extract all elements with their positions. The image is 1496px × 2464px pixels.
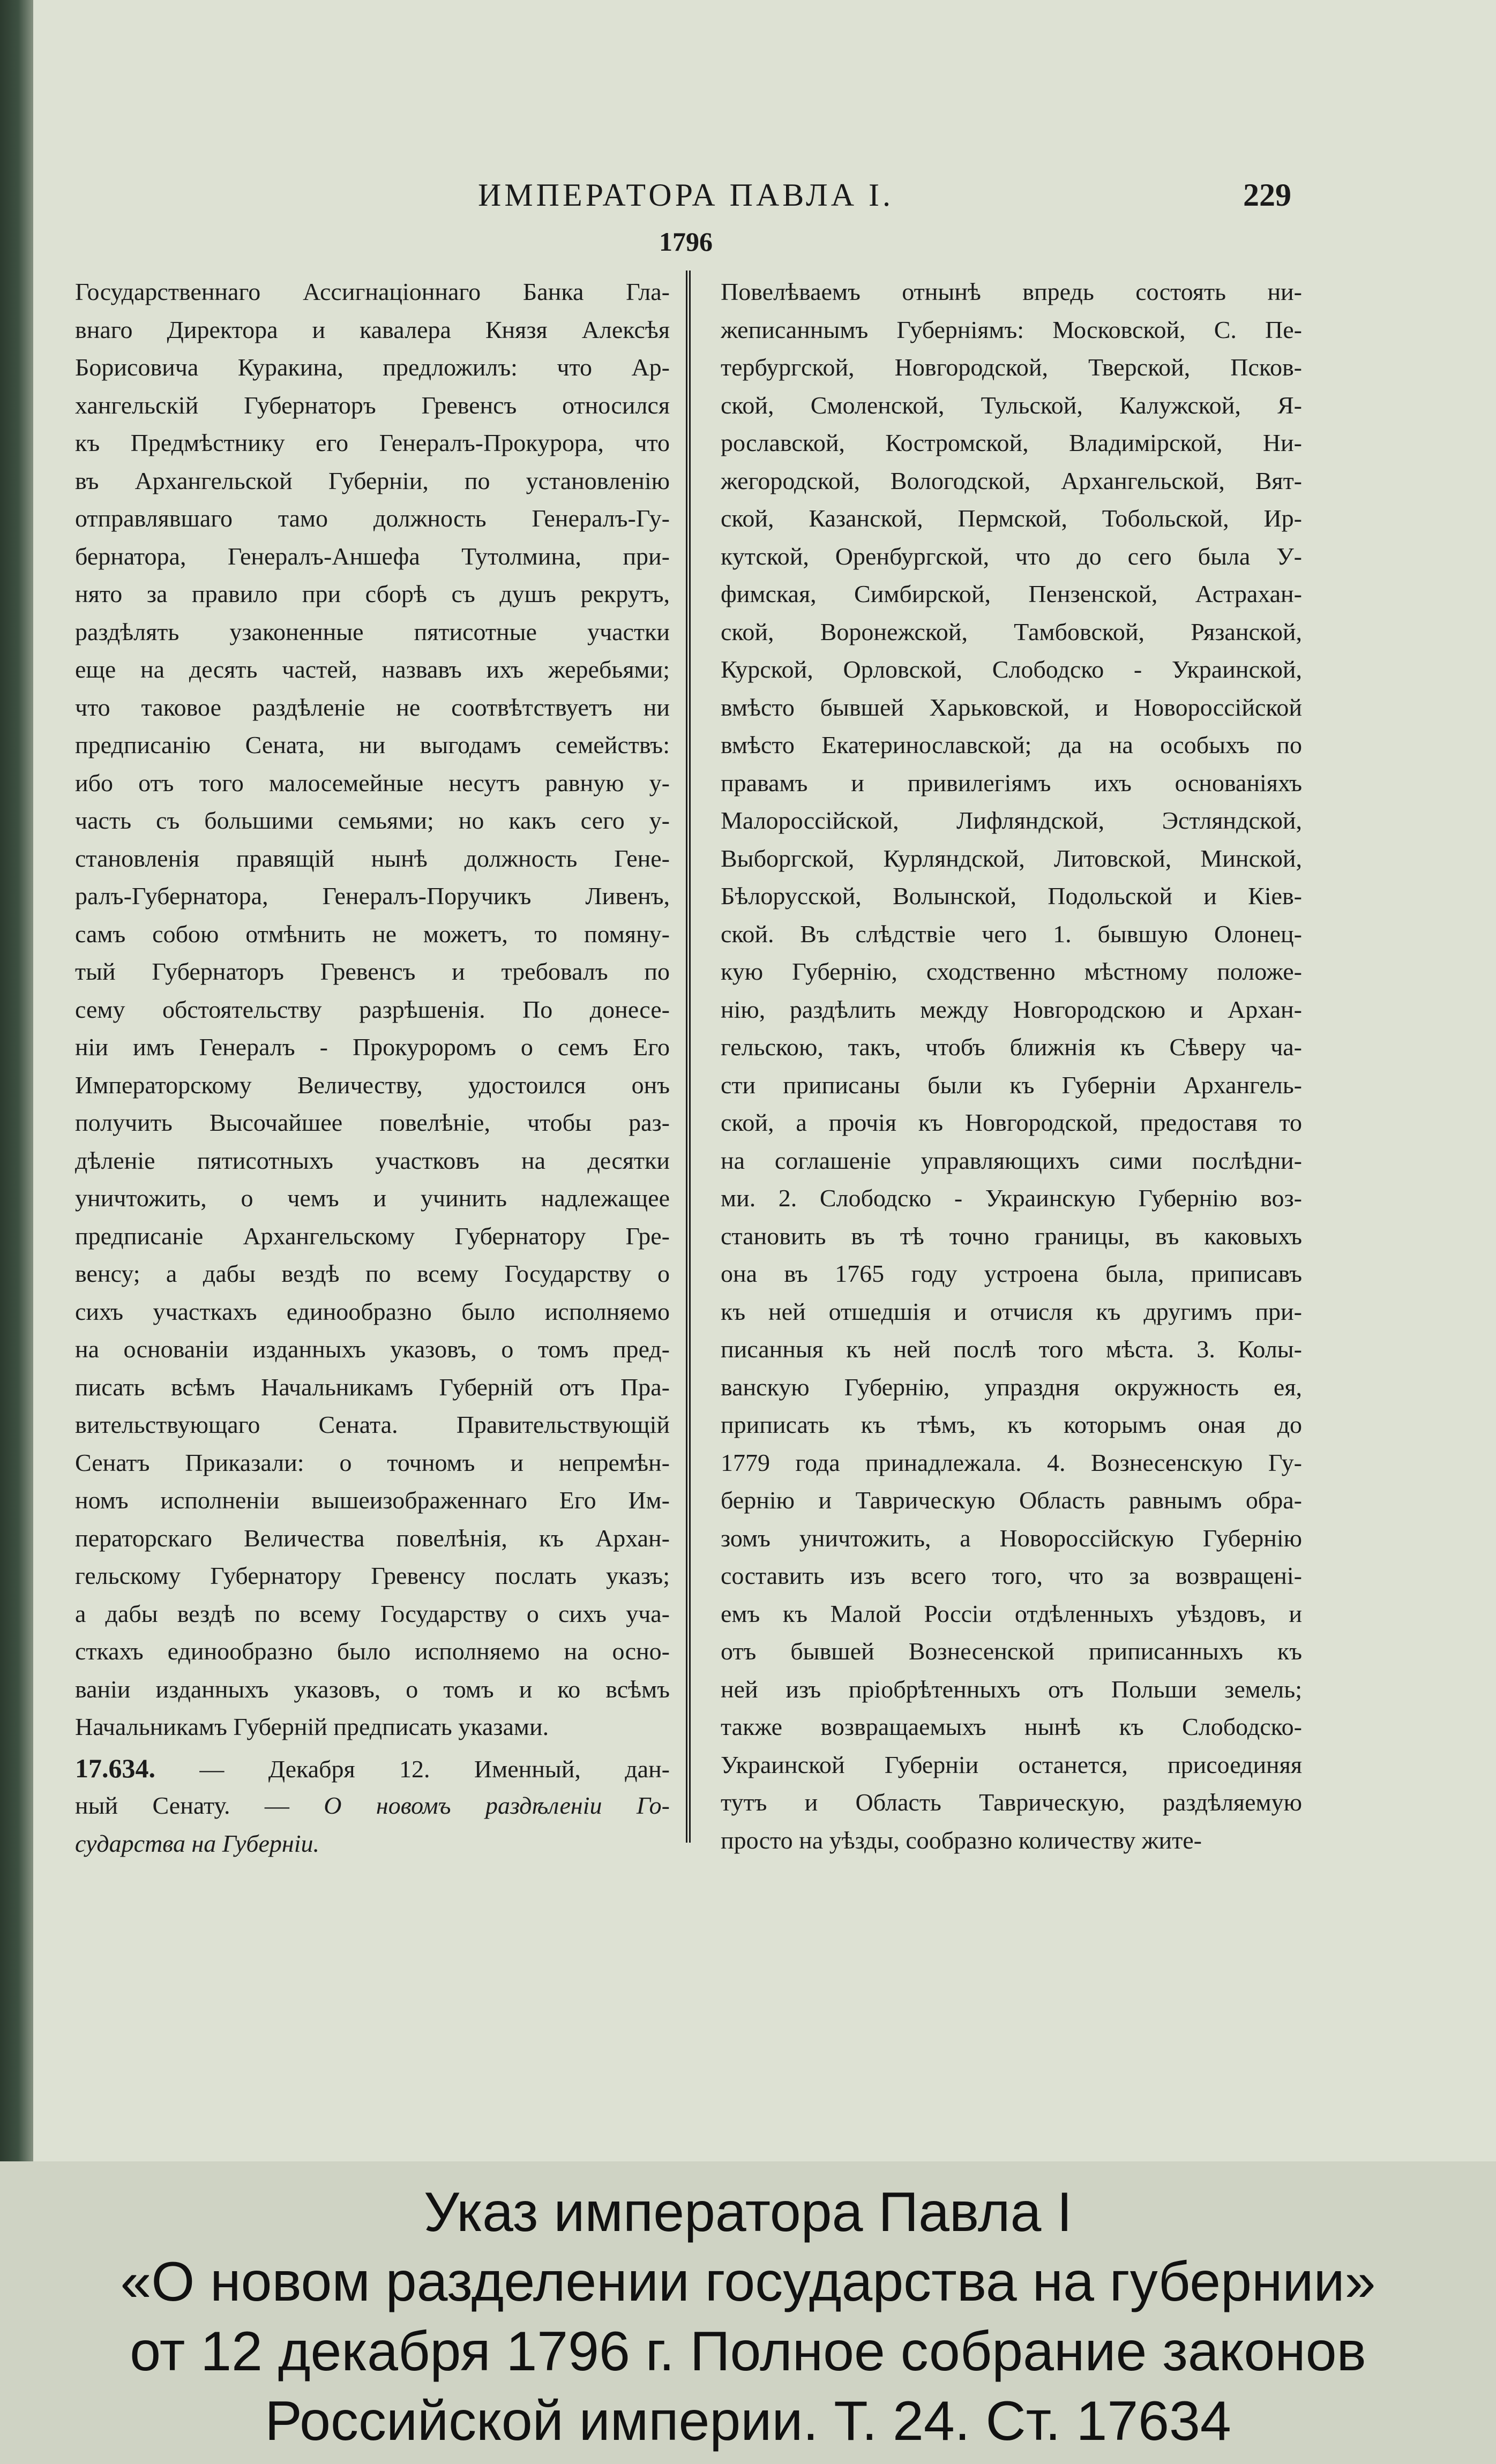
text-line: также возвращаемыхъ нынѣ къ Слободско- <box>721 1713 1302 1740</box>
text-line: ралъ-Губернатора, Генералъ-Поручикъ Ливенъ, <box>75 882 670 910</box>
caption-line: «О новом разделении государства на губернии» <box>120 2251 1376 2313</box>
decree-title: О новомъ раздѣленіи Го- <box>324 1792 670 1819</box>
decree-date: — Декабря 12. Именный, дан- <box>155 1755 670 1783</box>
text-line: отъ бывшей Вознесенской приписанныхъ къ <box>721 1637 1302 1665</box>
book-binding-edge <box>0 0 33 2161</box>
text-line: къ ней отшедшія и отчисля къ другимъ при- <box>721 1297 1302 1325</box>
text-line: гельскою, такъ, чтобъ ближнія къ Сѣверу ча- <box>721 1033 1302 1061</box>
decree-number: 17.634. <box>75 1753 155 1783</box>
caption <box>0 2161 1496 2464</box>
text-line: Начальникамъ Губерній предписать указами. <box>75 1713 549 1740</box>
decree-heading-line <box>75 1749 670 1787</box>
text-line: къ Предмѣстнику его Генералъ-Прокурора, что <box>75 429 670 456</box>
text-line: еще на десять частей, назвавъ ихъ жеребьями; <box>75 656 670 683</box>
text-line: ской, Воронежской, Тамбовской, Рязанской, <box>721 618 1302 645</box>
text-line: правамъ и привилегіямъ ихъ основаніяхъ <box>721 769 1302 797</box>
text-line: уничтожить, о чемъ и учинить надлежащее <box>75 1184 670 1212</box>
text-line: на основаніи изданныхъ указовъ, о томъ пред- <box>75 1335 670 1363</box>
right-column <box>721 273 1302 1859</box>
text-line: ской, а прочія къ Новгородской, предоставя то <box>721 1109 1302 1136</box>
text-line: ней изъ пріобрѣтенныхъ отъ Польши земель; <box>721 1675 1302 1703</box>
text-line: становленія правящій нынѣ должность Гене- <box>75 844 670 872</box>
text-line: предписаніе Архангельскому Губернатору Гре- <box>75 1222 670 1250</box>
text-line: кую Губернію, сходственно мѣстному положе- <box>721 958 1302 985</box>
text-line: сти приписаны были къ Губерніи Архангель- <box>721 1071 1302 1099</box>
caption-line: от 12 декабря 1796 г. Полное собрание законов <box>130 2320 1366 2383</box>
text-line: сихъ участкахъ единообразно было исполняемо <box>75 1297 670 1325</box>
caption-line: Указ императора Павла I <box>423 2181 1073 2243</box>
text-line: жегородской, Вологодской, Архангельской, Вят- <box>721 467 1302 494</box>
text-line: внаго Директора и кавалера Князя Алексѣя <box>75 315 670 343</box>
text-line: писать всѣмъ Начальникамъ Губерній отъ Пра- <box>75 1373 670 1401</box>
text-line: дѣленіе пятисотныхъ участковъ на десятки <box>75 1146 670 1174</box>
text-line: на соглашеніе управляющихъ сими послѣдни- <box>721 1146 1302 1174</box>
text-line: тербургской, Новгородской, Тверской, Псков- <box>721 354 1302 381</box>
text-line: просто на уѣзды, сообразно количеству жите- <box>721 1826 1202 1854</box>
text-line: 1779 года принадлежала. 4. Вознесенскую Гу- <box>721 1448 1302 1476</box>
caption-line: Российской империи. Т. 24. Ст. 17634 <box>265 2390 1231 2452</box>
text-line: получить Высочайшее повелѣніе, чтобы раз- <box>75 1109 670 1136</box>
text-line: ской. Въ слѣдствіе чего 1. бывшую Олонец- <box>721 920 1302 948</box>
text-line: венсу; а дабы вездѣ по всему Государству о <box>75 1260 670 1287</box>
left-column <box>75 273 670 1862</box>
text-line: ваніи изданныхъ указовъ, о томъ и ко всѣмъ <box>75 1675 670 1703</box>
text-line: Бѣлорусской, Волынской, Подольской и Кіев- <box>721 882 1302 910</box>
text-line: фимская, Симбирской, Пензенской, Астрахан- <box>721 580 1302 607</box>
text-line: самъ собою отмѣнить не можетъ, то помяну- <box>75 920 670 948</box>
text-line: рославской, Костромской, Владимірской, Ни- <box>721 429 1302 456</box>
running-title: ИМПЕРАТОРА ПАВЛА I. <box>477 177 894 213</box>
text-line: ибо отъ того малосемейные несутъ равную у- <box>75 769 670 797</box>
text-line: номъ исполненіи вышеизображеннаго Его Им- <box>75 1486 670 1514</box>
text-line: вительствующаго Сената. Правительствующій <box>75 1411 670 1438</box>
decree-addressee: ный Сенату. — <box>75 1792 324 1819</box>
text-line: гельскому Губернатору Гревенсу послать указъ; <box>75 1562 670 1589</box>
text-line: часть съ большими семьями; но какъ сего у- <box>75 807 670 834</box>
text-line: Выборгской, Курляндской, Литовской, Минской, <box>721 844 1302 872</box>
decree-title: сударства на Губерніи. <box>75 1829 320 1857</box>
text-line: Курской, Орловской, Слободско - Украинской, <box>721 656 1302 683</box>
text-line: тый Губернаторъ Гревенсъ и требовалъ по <box>75 958 670 985</box>
text-line: сткахъ единообразно было исполняемо на осно- <box>75 1637 670 1665</box>
text-line: нію, раздѣлить между Новгородскою и Архан- <box>721 995 1302 1023</box>
page-number: 229 <box>1243 177 1291 213</box>
text-line: вмѣсто Екатеринославской; да на особыхъ по <box>721 731 1302 758</box>
text-line: писанныя къ ней послѣ того мѣста. 3. Колы- <box>721 1335 1302 1363</box>
text-line: Государственнаго Ассигнаціоннаго Банка Гла- <box>75 278 670 305</box>
column-divider <box>686 271 691 1843</box>
text-line: становить въ тѣ точно границы, въ каковыхъ <box>721 1222 1302 1250</box>
text-line: предписанію Сената, ни выгодамъ семействъ: <box>75 731 670 758</box>
text-line: ми. 2. Слободско - Украинскую Губернію воз- <box>721 1184 1302 1212</box>
text-line: зомъ уничтожить, а Новороссійскую Губернію <box>721 1524 1302 1552</box>
text-line: отправлявшаго тамо должность Генералъ-Гу- <box>75 505 670 532</box>
text-line: ской, Смоленской, Тульской, Калужской, Я- <box>721 391 1302 419</box>
text-line: нято за правило при сборѣ съ душъ рекрутъ, <box>75 580 670 607</box>
text-line: что таковое раздѣленіе не соотвѣтствуетъ ни <box>75 693 670 721</box>
text-line: ванскую Губернію, упраздня окружность ея, <box>721 1373 1302 1401</box>
text-line: Сенатъ Приказали: о точномъ и непремѣн- <box>75 1448 670 1476</box>
text-line: бернію и Таврическую Область равнымъ обра- <box>721 1486 1302 1514</box>
text-line: тутъ и Область Таврическую, раздѣляемую <box>721 1789 1302 1816</box>
text-line: Императорскому Величеству, удостоился онъ <box>75 1071 670 1099</box>
text-line: она въ 1765 году устроена была, приписавъ <box>721 1260 1302 1287</box>
text-line: ской, Казанской, Пермской, Тобольской, Ир- <box>721 505 1302 532</box>
text-line: сему обстоятельству разрѣшенія. По донесе- <box>75 995 670 1023</box>
text-line: ніи имъ Генералъ - Прокуроромъ о семъ Его <box>75 1033 670 1061</box>
year-heading: 1796 <box>659 227 713 257</box>
text-line: Борисовича Куракина, предложилъ: что Ар- <box>75 354 670 381</box>
text-line: Повелѣваемъ отнынѣ впредь состоять ни- <box>721 278 1302 305</box>
text-line: Малороссійской, Лифляндской, Эстляндской, <box>721 807 1302 834</box>
text-line: раздѣлять узаконенные пятисотные участки <box>75 618 670 645</box>
text-line: Украинской Губерніи останется, присоединяя <box>721 1751 1302 1778</box>
text-line: кутской, Оренбургской, что до сего была У- <box>721 542 1302 570</box>
text-line: ператорскаго Величества повелѣнія, къ Архан- <box>75 1524 670 1552</box>
text-line: составить изъ всего того, что за возвращені- <box>721 1562 1302 1589</box>
text-line: хангельскій Губернаторъ Гревенсъ относился <box>75 391 670 419</box>
text-line: емъ къ Малой Россіи отдѣленныхъ уѣздовъ, и <box>721 1599 1302 1627</box>
decree-heading-line <box>75 1787 670 1825</box>
text-line: вмѣсто бывшей Харьковской, и Новороссійской <box>721 693 1302 721</box>
text-line: въ Архангельской Губерніи, по установленію <box>75 467 670 494</box>
text-line: жеписаннымъ Губерніямъ: Московской, С. Пе- <box>721 315 1302 343</box>
text-line: бернатора, Генералъ-Аншефа Тутолмина, при- <box>75 542 670 570</box>
text-line: а дабы вездѣ по всему Государству о сихъ уча- <box>75 1599 670 1627</box>
text-line: приписать къ тѣмъ, къ которымъ оная до <box>721 1411 1302 1438</box>
